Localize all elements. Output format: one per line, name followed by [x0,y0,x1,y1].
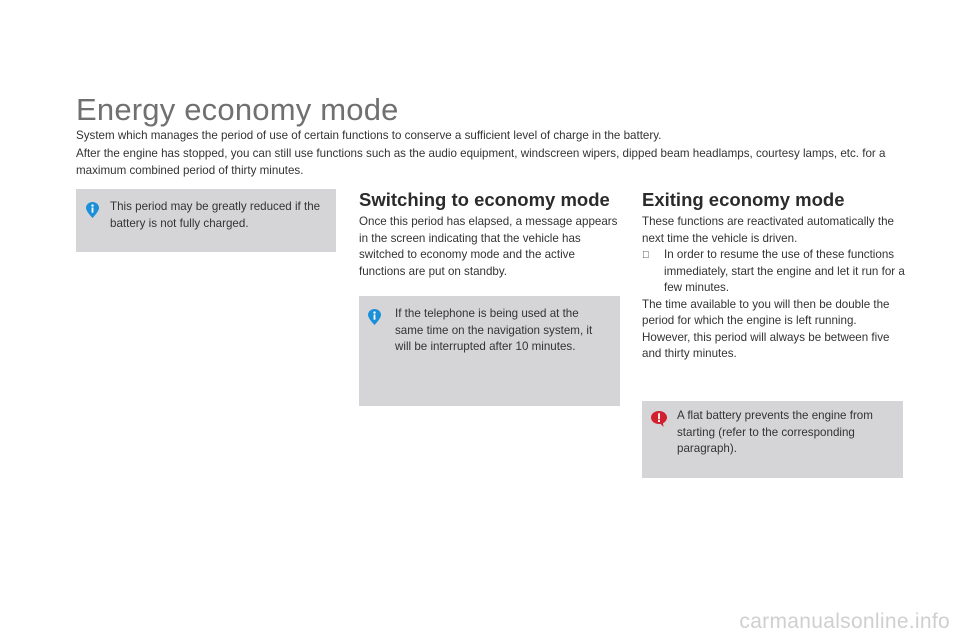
exiting-after-paragraph: The time available to you will then be double the period for which the engine is left running. However, this period will always be between five and thirty minutes. [642,297,890,360]
telephone-info-note [359,296,620,406]
intro-paragraph: System which manages the period of use of certain functions to conserve a sufficient level of charge in the battery. [76,129,662,142]
page-title: Energy economy mode [76,92,399,127]
switching-paragraph: Once this period has elapsed, a message appears in the screen indicating that the vehicle has switched to economy mode and the active functions are put on standby. [359,215,618,278]
intro-text [76,127,906,180]
telephone-note-text: If the telephone is being used at the same time on the navigation system, it will be interrupted after 10 minutes. [395,307,593,353]
exiting-paragraph: These functions are reactivated automatically the next time the vehicle is driven. [642,215,894,245]
battery-note-text: This period may be greatly reduced if the battery is not fully charged. [110,200,321,230]
flat-battery-note-text: A flat battery prevents the engine from starting (refer to the corresponding paragraph). [677,409,873,455]
switching-heading: Switching to economy mode [359,189,610,210]
watermark: carmanualsonline.info [739,610,950,633]
switching-body [359,214,624,280]
bullet-item [642,247,907,297]
battery-info-note [76,189,336,252]
intro-paragraph: After the engine has stopped, you can still use functions such as the audio equipment, windscreen wipers, dipped beam headlamps, courtesy lamps, etc. for a maximum combined period of thirty minutes. [76,146,886,177]
exiting-body [642,214,907,363]
info-icon [85,201,100,219]
bullet-mark-icon [642,247,664,297]
info-icon [367,308,382,326]
flat-battery-warning-note [642,401,903,478]
warning-icon [650,410,668,428]
bullet-text: In order to resume the use of these functions immediately, start the engine and let it run for a few minutes. [664,248,905,294]
exiting-heading: Exiting economy mode [642,189,845,210]
